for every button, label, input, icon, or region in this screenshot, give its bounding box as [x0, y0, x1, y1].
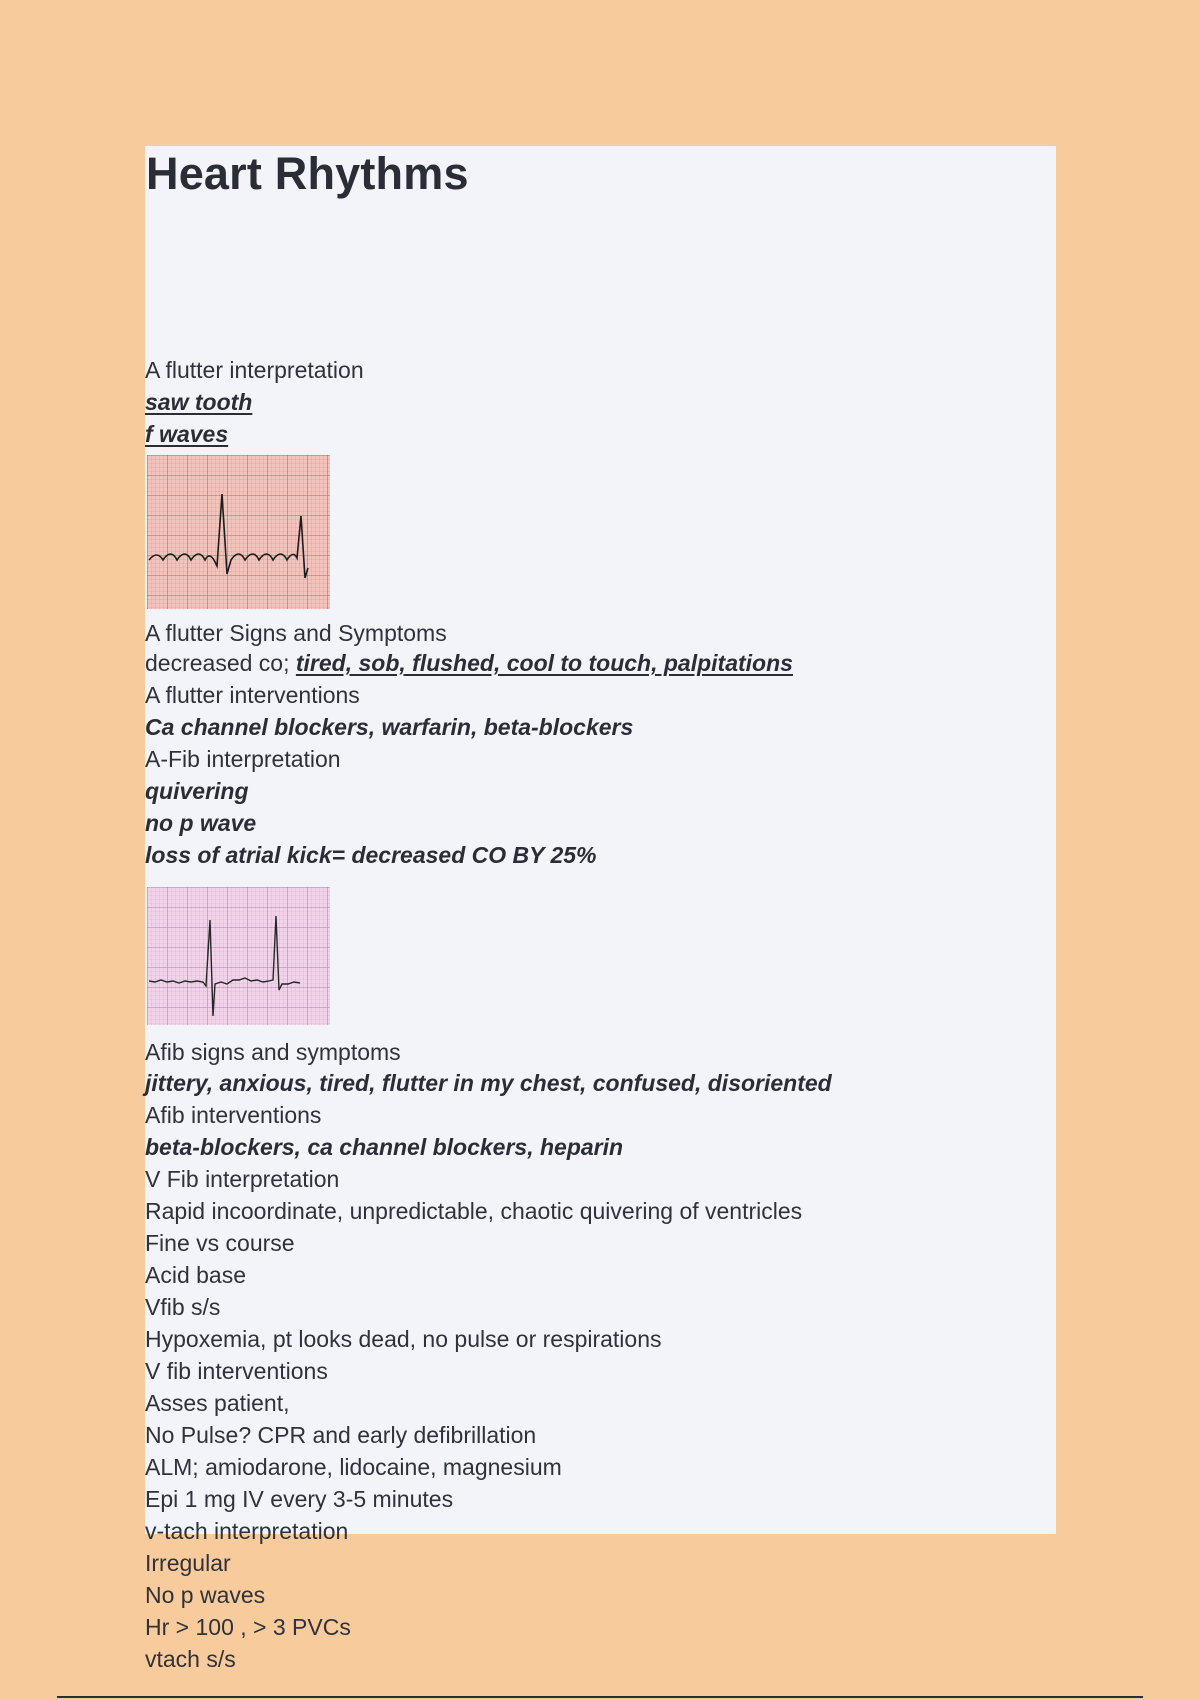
- line-vfib-symptoms: Hypoxemia, pt looks dead, no pulse or respirations: [145, 1326, 662, 1352]
- line-quivering: quivering: [145, 778, 249, 804]
- line-no-pulse-cpr: No Pulse? CPR and early defibrillation: [145, 1422, 537, 1448]
- page-bottom-rule: [57, 1696, 1143, 1698]
- line-afib-drugs: beta-blockers, ca channel blockers, heparin: [145, 1134, 624, 1160]
- document-page: [145, 146, 1056, 1672]
- line-prefix: decreased co;: [145, 650, 296, 676]
- line-aflutter-interpretation: A flutter interpretation: [145, 357, 364, 383]
- line-hr-pvcs: Hr > 100 , > 3 PVCs: [145, 1614, 351, 1640]
- line-alm: ALM; amiodarone, lidocaine, magnesium: [145, 1454, 562, 1480]
- line-f-waves: f waves: [145, 421, 229, 447]
- line-irregular: Irregular: [145, 1550, 231, 1576]
- ecg-atrial-fibrillation-strip: [147, 887, 330, 1025]
- line-aflutter-drugs: Ca channel blockers, warfarin, beta-blockers: [145, 714, 634, 740]
- ecg-atrial-flutter-strip: [147, 455, 330, 609]
- line-afib-interventions: Afib interventions: [145, 1102, 322, 1128]
- line-aflutter-decreased-co: [145, 648, 793, 678]
- line-afib-signs-symptoms: Afib signs and symptoms: [145, 1039, 401, 1065]
- line-vtach-ss: vtach s/s: [145, 1646, 236, 1672]
- line-acid-base: Acid base: [145, 1262, 247, 1288]
- line-no-p-waves: No p waves: [145, 1582, 266, 1608]
- line-vtach-interpretation: v-tach interpretation: [145, 1518, 349, 1544]
- line-aflutter-signs-symptoms: A flutter Signs and Symptoms: [145, 620, 447, 646]
- line-afib-interpretation: A-Fib interpretation: [145, 746, 341, 772]
- page-title: Heart Rhythms: [146, 148, 469, 199]
- line-vfib-interventions: V fib interventions: [145, 1358, 328, 1384]
- line-atrial-kick: loss of atrial kick= decreased CO BY 25%: [145, 842, 597, 868]
- line-aflutter-interventions: A flutter interventions: [145, 682, 360, 708]
- line-asses-patient: Asses patient,: [145, 1390, 290, 1416]
- line-no-p-wave: no p wave: [145, 810, 257, 836]
- line-aflutter-symptoms: tired, sob, flushed, cool to touch, palpitations: [295, 650, 793, 676]
- line-vfib-interpretation: V Fib interpretation: [145, 1166, 340, 1192]
- line-vfib-description: Rapid incoordinate, unpredictable, chaotic quivering of ventricles: [145, 1198, 803, 1224]
- line-afib-symptoms: jittery, anxious, tired, flutter in my chest, confused, disoriented: [145, 1070, 832, 1096]
- line-epi: Epi 1 mg IV every 3-5 minutes: [145, 1486, 454, 1512]
- line-fine-vs-course: Fine vs course: [145, 1230, 295, 1256]
- line-saw-tooth: saw tooth: [145, 389, 253, 415]
- line-vfib-ss: Vfib s/s: [145, 1294, 221, 1320]
